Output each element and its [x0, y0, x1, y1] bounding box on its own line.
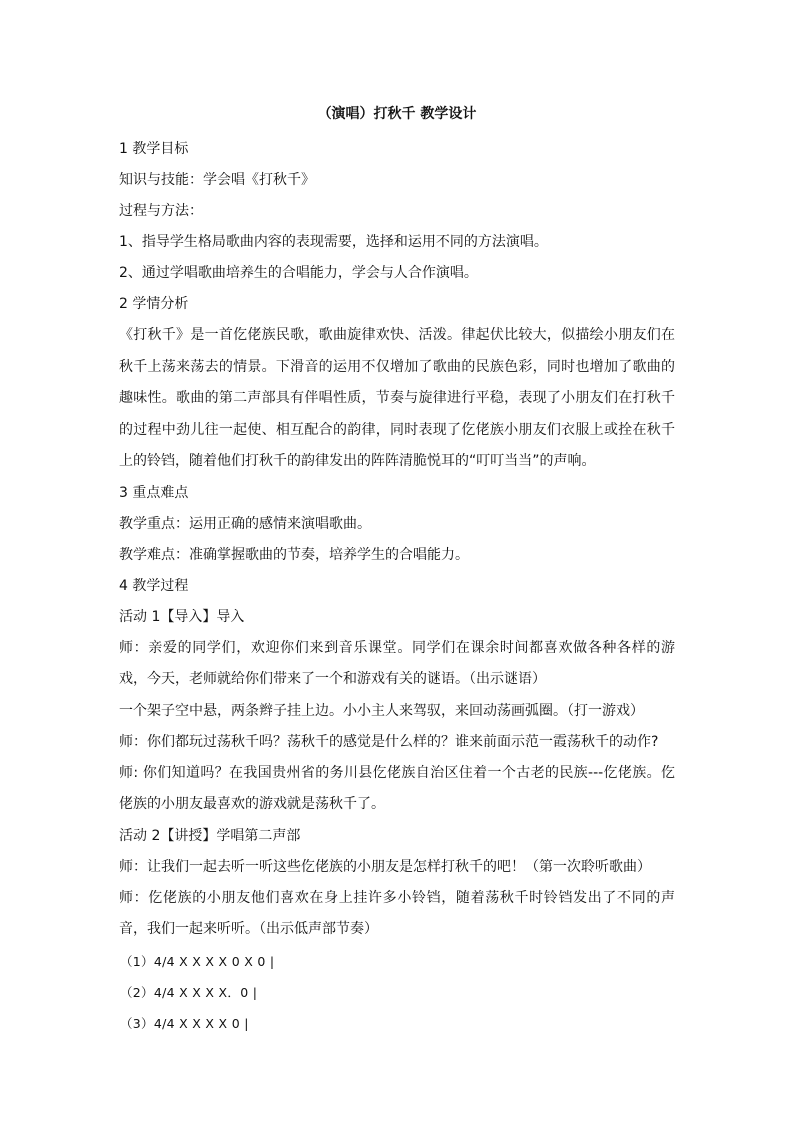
- section-heading-objectives: 1 教学目标: [119, 141, 189, 157]
- objective-process-label: 过程与方法：: [119, 203, 203, 219]
- teacher-bells-paragraph: 师：仡佬族的小朋友他们喜欢在身上挂许多小铃铛，随着荡秋千时铃铛发出了不同的声音，我们一起来听听。（出示低声部节奏）: [119, 889, 675, 937]
- section-heading-analysis: 2 学情分析: [119, 296, 189, 312]
- section-heading-key-points: 3 重点难点: [119, 484, 189, 501]
- rhythm-line-3: （3）4/4 X X X X 0 |: [120, 1015, 249, 1031]
- document-title: （演唱）打秋千 教学设计: [317, 106, 477, 122]
- teacher-intro-paragraph: 师：亲爱的同学们，欢迎你们来到音乐课堂。同学们在课余时间都喜欢做各种各样的游戏，今天，老师就给你们带来了一个和游戏有关的谜语。（出示谜语）: [119, 639, 675, 687]
- teacher-listen-paragraph: 师：让我们一起去听一听这些仡佬族的小朋友是怎样打秋千的吧！（第一次聆听歌曲）: [119, 858, 651, 875]
- riddle-paragraph: 一个架子空中悬，两条辫子挂上边。小小主人来驾驭，来回动荡画弧圈。（打一游戏）: [119, 702, 644, 719]
- objective-item-1: 1、指导学生格局歌曲内容的表现需要，选择和运用不同的方法演唱。: [119, 234, 548, 250]
- teacher-question-paragraph: 师：你们都玩过荡秋千吗？荡秋千的感觉是什么样的？谁来前面示范一霞荡秋千的动作?: [119, 733, 659, 750]
- rhythm-line-1: （1）4/4 X X X X 0 X 0 |: [120, 953, 275, 969]
- section-heading-process: 4 教学过程: [119, 577, 189, 594]
- document-page: [119, 103, 675, 1039]
- teacher-gelao-paragraph: 师: 你们知道吗？在我国贵州省的务川县仡佬族自治区住着一个古老的民族---仡佬族。仡佬族的小朋友最喜欢的游戏就是荡秋千了。: [119, 764, 675, 812]
- key-point-focus: 教学重点：运用正确的感情来演唱歌曲。: [119, 515, 371, 532]
- activity-2-heading: 活动 2【讲授】学唱第二声部: [119, 827, 301, 844]
- objective-knowledge: 知识与技能：学会唱《打秋千》: [119, 172, 315, 188]
- key-point-difficulty: 教学难点：准确掌握歌曲的节奏，培养学生的合唱能力。: [119, 546, 469, 563]
- analysis-paragraph: 《打秋千》是一首仡佬族民歌，歌曲旋律欢快、活泼。律起伏比较大，似描绘小朋友们在秋千上荡来荡去的情景。下滑音的运用不仅增加了歌曲的民族色彩，同时也增加了歌曲的趣味性。歌曲的第二声部具有伴唱性质，节奏与旋律进行平稳，表现了小朋友们在打秋千的过程中劲儿往一起使、相互配合的韵律，同时表现了仡佬族小朋友们衣服上或拴在秋千上的铃铛，随着他们打秋千的韵律发出的阵阵清脆悦耳的“叮叮当当”的声响。: [119, 327, 675, 469]
- rhythm-line-2: （2）4/4 X X X X．0 |: [120, 984, 258, 1000]
- activity-1-heading: 活动 1【导入】导入: [119, 608, 245, 625]
- objective-item-2: 2、通过学唱歌曲培养生的合唱能力，学会与人合作演唱。: [119, 265, 478, 281]
